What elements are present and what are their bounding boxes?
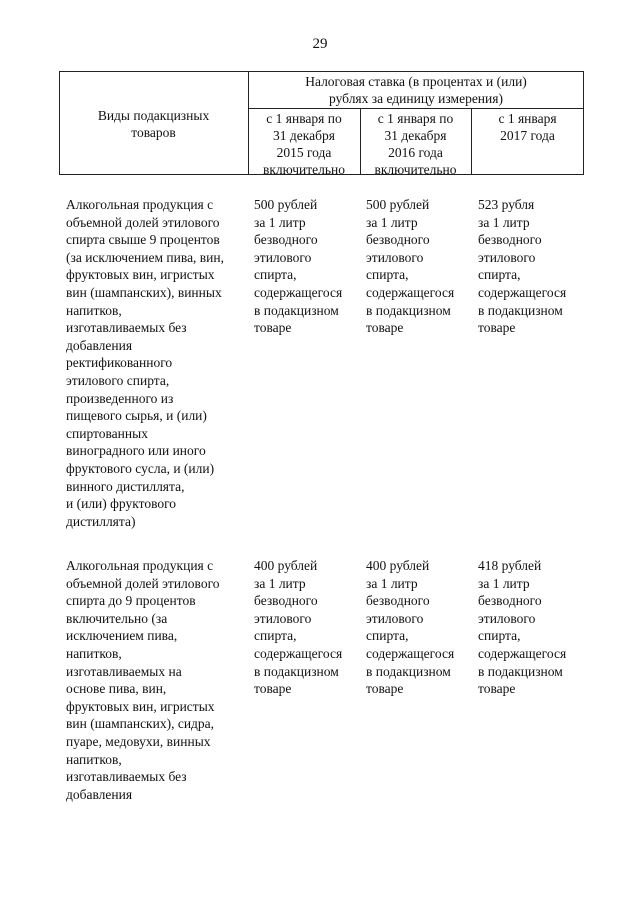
row-rate-2016: 400 рублей за 1 литр безводного этилового спирта, содержащегося в подакцизном товаре <box>366 558 455 697</box>
header-period-2016: с 1 января по 31 декабря 2016 года включительно <box>374 111 457 177</box>
row-rate-2017: 418 рублей за 1 литр безводного этилового спирта, содержащегося в подакцизном товаре <box>478 558 567 697</box>
row-rate-2015: 500 рублей за 1 литр безводного этилового спирта, содержащегося в подакцизном товаре <box>254 197 343 336</box>
row-rate-2017: 523 рубля за 1 литр безводного этилового спирта, содержащегося в подакцизном товаре <box>478 197 567 336</box>
row-product: Алкогольная продукция с объемной долей этилового спирта до 9 процентов включительно (за исключением пива, напитков, изготавливаемых на основе пива, вин, фруктовых вин, игристых вин (шампанских), сидра, пуаре, медовухи, винных напитков, изготавливаемых без добавления <box>66 558 220 802</box>
header-period-2015: с 1 января по 31 декабря 2015 года включительно <box>262 111 345 177</box>
header-product-type: Виды подакцизных товаров <box>97 108 210 140</box>
header-tax-rate: Налоговая ставка (в процентах и (или) рублях за единицу измерения) <box>305 74 527 106</box>
row-product: Алкогольная продукция с объемной долей этилового спирта свыше 9 процентов (за исключением пива, вин, фруктовых вин, игристых вин (шампанских), винных напитков, изготавливаемых без добавления ректификованного этилового спирта, произведенного из пищевого сырья, и (или) спиртованных виноградного или иного фруктового сусла, и (или) винного дистиллята, и (или) фруктового дистиллята) <box>66 197 225 529</box>
header-period-2017: с 1 января 2017 года <box>498 111 557 143</box>
row-rate-2015: 400 рублей за 1 литр безводного этилового спирта, содержащегося в подакцизном товаре <box>254 558 343 697</box>
header-subdivider <box>248 108 584 109</box>
page-number: 29 <box>312 36 328 52</box>
row-rate-2016: 500 рублей за 1 литр безводного этилового спирта, содержащегося в подакцизном товаре <box>366 197 455 336</box>
